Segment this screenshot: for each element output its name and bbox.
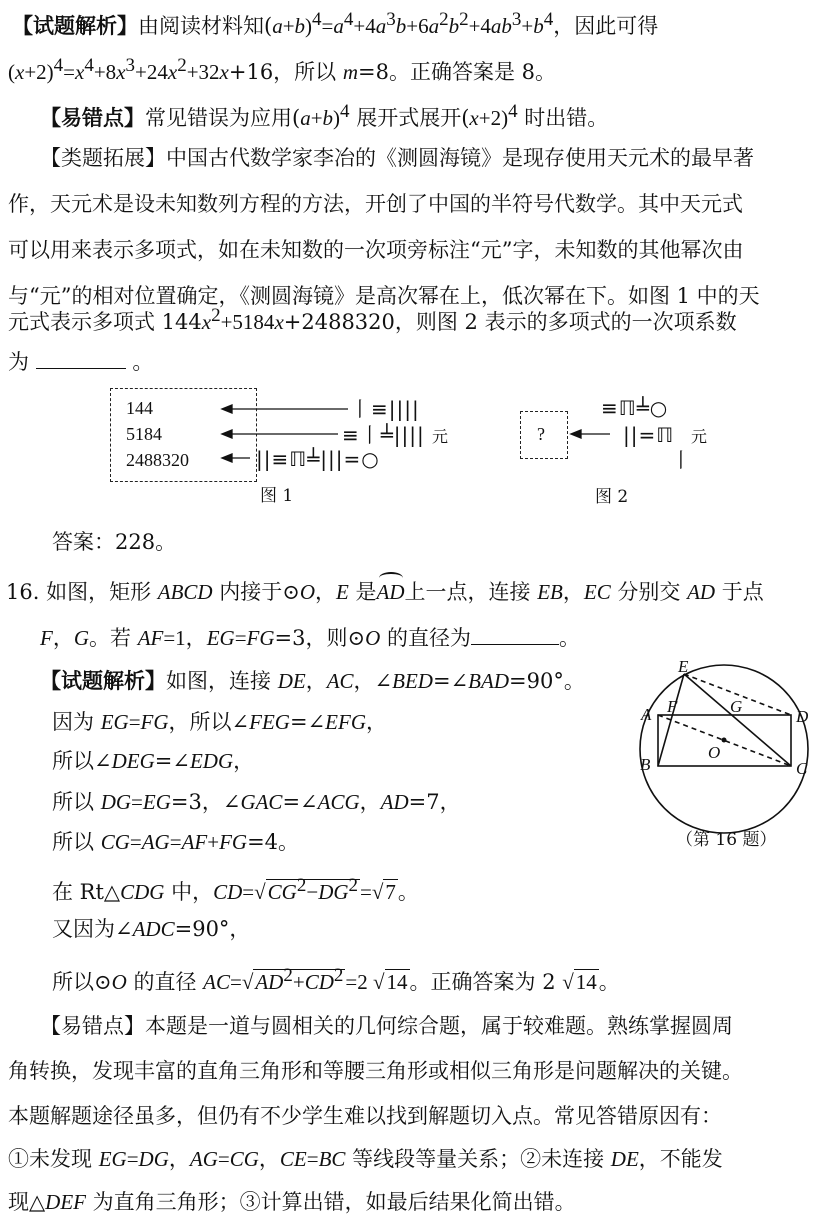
sol-line-5: 所以 CG=AG=AF+FG=4。 bbox=[52, 830, 300, 854]
fig1-yuan: 元 bbox=[432, 427, 449, 446]
fig1-number-3: 2488320 bbox=[126, 450, 189, 470]
para2-line-5: 现△DEF 为直角三角形；③计算出错，如最后结果化简出错。 bbox=[8, 1190, 576, 1214]
fig2-caption: 图 2 bbox=[595, 487, 629, 507]
sol-line-8: 所以⊙O 的直径 $AC=√AD^2+CD^2=2$ √14。正确答案为 2 √14。 bbox=[52, 965, 620, 994]
seg-ec bbox=[684, 674, 791, 766]
label-o: O bbox=[708, 743, 721, 762]
para2-line-2: 角转换，发现丰富的直角三角形和等腰三角形或相似三角形是问题解决的关键。 bbox=[8, 1059, 743, 1083]
line-9: 为 。 bbox=[8, 350, 154, 374]
fig1-number-2: 5184 bbox=[126, 424, 162, 444]
para1-line-3: 可以用来表示多项式，如在未知数的一次项旁标注“元”字，未知数的其他幂次由 bbox=[8, 238, 744, 262]
arc-ad: AD bbox=[377, 576, 405, 608]
sol-line-3: 所以∠DEG=∠EDG， bbox=[52, 749, 255, 773]
arrow-3-head bbox=[222, 454, 232, 462]
section-tag: 【试题解析】 bbox=[40, 668, 166, 693]
geometry-caption: （第 16 题） bbox=[676, 830, 777, 850]
sqrt-1: $CG^2-DG^2$ bbox=[267, 875, 359, 904]
answer-15: 答案：228。 bbox=[52, 530, 177, 554]
fig2-rods-2: ||=ℿ bbox=[623, 423, 675, 447]
arrow-1-head bbox=[222, 405, 232, 413]
arrow-2-head bbox=[222, 430, 232, 438]
fig2-rods-1: ≡ℿ╧○ bbox=[601, 396, 669, 420]
fig1-rods-1: 丨≡|||| bbox=[350, 397, 420, 421]
para2-line-3: 本题解题途径虽多，但仍有不少学生难以找到解题切入点。常见答错原因有： bbox=[8, 1104, 722, 1128]
center-o bbox=[722, 738, 727, 743]
line-1: 【试题解析】由阅读材料知$(a+b)^4=a^4+4a^3b+6a^2b^2+4ab^3+b^4$，因此可得 bbox=[12, 9, 659, 38]
label-c: C bbox=[796, 759, 808, 778]
sol-line-4: 所以 DG=EG=3，∠GAC=∠ACG，AD=7， bbox=[52, 790, 461, 814]
fig2-rods-3: 丨 bbox=[671, 448, 692, 472]
label-d: D bbox=[796, 707, 809, 726]
para1-line-4: 与“元”的相对位置确定，《测圆海镜》是高次幂在上，低次幂在下。如图 1 中的天 bbox=[8, 284, 760, 308]
label-f: F bbox=[667, 697, 678, 716]
fig1-caption: 图 1 bbox=[260, 486, 294, 506]
fig1-rods-2: ≡丨╧|||| bbox=[342, 423, 425, 447]
sqrt-2: $AD^2+CD^2$ bbox=[255, 965, 344, 994]
label-g: G bbox=[730, 697, 743, 716]
line-3: 【易错点】常见错误为应用$(a+b)^4$ 展开式展开$(x+2)^4$ 时出错。 bbox=[40, 101, 609, 130]
sol-line-6: 在 Rt△CDG 中，$CD=√CG^2-DG^2=√7$。 bbox=[52, 875, 419, 904]
answer-blank bbox=[36, 368, 126, 369]
line-2: $(x+2)^4=x^4+8x^3+24x^2+32x+16$，所以 m=8。正确答案是 8。 bbox=[8, 55, 557, 84]
sol-line-1: 【试题解析】如图，连接 DE，AC，∠BED=∠BAD=90°。 bbox=[40, 668, 585, 693]
fig1-number-1: 144 bbox=[126, 398, 153, 418]
fig1-rods-3: ||≡ℿ╧|||=○ bbox=[256, 447, 380, 471]
para1-line-1: 【类题拓展】中国古代数学家李冶的《测圆海镜》是现存使用天元术的最早著 bbox=[40, 146, 754, 170]
label-b: B bbox=[640, 755, 651, 774]
q16-answer-blank bbox=[471, 644, 559, 645]
section-tag: 【试题解析】 bbox=[12, 13, 138, 38]
circle-o bbox=[640, 665, 808, 833]
para2-line-4: ①未发现 EG=DG，AG=CG，CE=BC 等线段等量关系；②未连接 DE，不能发 bbox=[8, 1147, 723, 1171]
sol-line-2: 因为 EG=FG，所以∠FEG=∠EFG， bbox=[52, 710, 387, 734]
q16-line-1: 16. 如图，矩形 ABCD 内接于⊙O，E 是AD上一点，连接 EB，EC 分别交 AD 于点 bbox=[6, 576, 764, 608]
figure-2 bbox=[515, 395, 715, 510]
label-e: E bbox=[678, 660, 689, 676]
para2-line-1: 【易错点】本题是一道与圆相关的几何综合题，属于较难题。熟练掌握圆周 bbox=[40, 1014, 733, 1038]
fig2-yuan: 元 bbox=[691, 427, 708, 446]
line-8: 元式表示多项式 $144x^2+5184x+2488320$，则图 2 表示的多项式的一次项系数 bbox=[8, 305, 737, 334]
sol-line-7: 又因为∠ADC=90°， bbox=[52, 917, 251, 941]
label-a: A bbox=[641, 705, 652, 724]
fig2-question: ? bbox=[537, 424, 545, 444]
q16-line-2: F，G。若 AF=1，EG=FG=3，则⊙O 的直径为 。 bbox=[40, 626, 580, 650]
figure-1 bbox=[110, 388, 470, 508]
para1-line-2: 作，天元术是设未知数列方程的方法，开创了中国的半符号代数学。其中天元式 bbox=[8, 192, 743, 216]
section-tag: 【易错点】 bbox=[40, 105, 145, 130]
